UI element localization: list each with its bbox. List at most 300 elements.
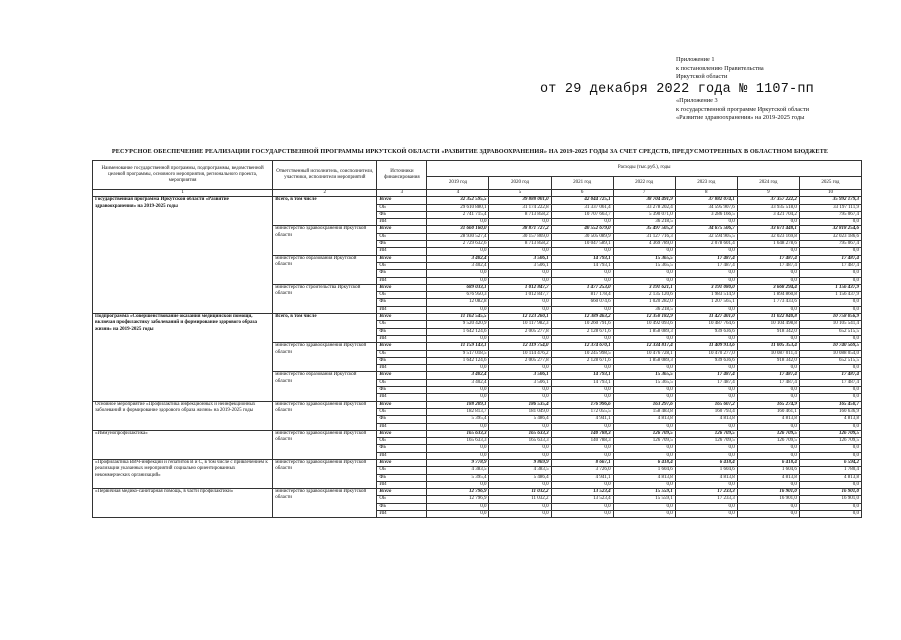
value-cell: 0,0 xyxy=(675,306,737,313)
value-cell: 1 642 124,6 xyxy=(427,357,489,364)
column-index: 8 xyxy=(675,190,737,197)
source-cell: ОБ xyxy=(377,350,427,357)
column-index: 3 xyxy=(377,190,427,197)
value-cell: 0,0 xyxy=(675,387,737,394)
value-cell: 0,0 xyxy=(675,277,737,284)
value-cell: 160 793,4 xyxy=(675,408,737,415)
value-cell: 34 675 506,7 xyxy=(675,226,737,233)
value-cell: 0,0 xyxy=(613,387,675,394)
value-cell: 17 487,4 xyxy=(737,262,799,269)
value-cell: 10 047 589,1 xyxy=(551,241,613,248)
value-cell: 10 476 728,1 xyxy=(613,350,675,357)
executor-cell: Всего, в том числе xyxy=(273,197,377,226)
source-cell: Всего xyxy=(377,314,427,321)
value-cell: 0,0 xyxy=(427,445,489,452)
appendix-line: к постановлению Правительства xyxy=(676,64,764,72)
value-cell: 37 357 222,2 xyxy=(737,197,799,204)
value-cell: 0,0 xyxy=(489,270,551,277)
value-cell: 126 709,5 xyxy=(799,430,861,437)
decree-stamp: от 29 декабря 2022 года № 1107-пп xyxy=(540,82,814,97)
value-cell: 30 505 089,9 xyxy=(551,233,613,240)
value-cell: 1 604,6 xyxy=(737,467,799,474)
value-cell: 42 044 725,1 xyxy=(551,197,613,204)
value-cell: 12 082,8 xyxy=(427,299,489,306)
value-cell: 0,0 xyxy=(737,423,799,430)
executor-cell: министерство строительства Иркутской области xyxy=(273,284,377,313)
value-cell: 0,0 xyxy=(489,445,551,452)
value-cell: 4 941,1 xyxy=(551,416,613,423)
value-cell: 14 793,1 xyxy=(551,372,613,379)
header-program-name: Наименование государственной программы, подпрограммы, ведомственной целевой программы, основного мероприятия, регионального проекта, мероприятия xyxy=(93,161,273,190)
value-cell: 689 033,1 xyxy=(427,284,489,291)
value-cell: 3 726,0 xyxy=(551,467,613,474)
value-cell: 0,0 xyxy=(737,511,799,518)
value-cell: 0,0 xyxy=(427,452,489,459)
source-cell: ИИ xyxy=(377,277,427,284)
executor-cell: министерство здравоохранения Иркутской области xyxy=(273,489,377,518)
value-cell: 1 858 089,3 xyxy=(613,357,675,364)
value-cell: 36 218,5 xyxy=(613,306,675,313)
value-cell: 0,0 xyxy=(799,423,861,430)
value-cell: 0,0 xyxy=(675,219,737,226)
value-cell: 4 941,1 xyxy=(551,474,613,481)
source-cell: Всего xyxy=(377,284,427,291)
value-cell: 126 709,5 xyxy=(675,438,737,445)
value-cell: 0,0 xyxy=(737,277,799,284)
value-cell: 11 032,2 xyxy=(489,496,551,503)
value-cell: 3 668 294,4 xyxy=(737,284,799,291)
value-cell: 0,0 xyxy=(489,219,551,226)
value-cell: 17 487,4 xyxy=(675,255,737,262)
value-cell: 165 633,3 xyxy=(489,438,551,445)
value-cell: 0,0 xyxy=(427,511,489,518)
value-cell: 0,0 xyxy=(427,306,489,313)
value-cell: 12 389 463,2 xyxy=(551,314,613,321)
value-cell: 11 005 353,4 xyxy=(737,343,799,350)
value-cell: 126 709,5 xyxy=(675,430,737,437)
value-cell: 0,0 xyxy=(427,503,489,510)
value-cell: 918 342,0 xyxy=(737,357,799,364)
executor-cell: министерство здравоохранения Иркутской области xyxy=(273,459,377,488)
value-cell: 0,0 xyxy=(799,511,861,518)
table-row xyxy=(93,197,862,204)
value-cell: 10 088 054,0 xyxy=(799,350,861,357)
value-cell: 126 709,5 xyxy=(613,430,675,437)
value-cell: 14 793,1 xyxy=(551,379,613,386)
value-cell: 0,0 xyxy=(737,394,799,401)
value-cell: 0,0 xyxy=(799,452,861,459)
value-cell: 126 709,5 xyxy=(613,438,675,445)
value-cell: 0,0 xyxy=(613,452,675,459)
value-cell: 0,0 xyxy=(489,503,551,510)
value-cell: 15 365,5 xyxy=(613,379,675,386)
value-cell: 16 901,0 xyxy=(799,496,861,503)
source-cell: ФБ xyxy=(377,299,427,306)
value-cell: 12 796,9 xyxy=(427,496,489,503)
source-cell: Всего xyxy=(377,343,427,350)
column-index: 5 xyxy=(489,190,551,197)
value-cell: 0,0 xyxy=(675,270,737,277)
value-cell: 676 950,3 xyxy=(427,292,489,299)
value-cell: 0,0 xyxy=(551,481,613,488)
value-cell: 11 032,2 xyxy=(489,489,551,496)
source-cell: ИИ xyxy=(377,452,427,459)
source-cell: ОБ xyxy=(377,321,427,328)
value-cell: 12 796,9 xyxy=(427,489,489,496)
value-cell: 10 470 277,0 xyxy=(675,350,737,357)
value-cell: 9 869,9 xyxy=(489,459,551,466)
header-year: 2023 год xyxy=(675,176,737,189)
value-cell: 17 487,4 xyxy=(675,379,737,386)
value-cell: 36 218,5 xyxy=(613,219,675,226)
value-cell: 0,0 xyxy=(489,335,551,342)
value-cell: 3 191 621,1 xyxy=(613,284,675,291)
value-cell: 0,0 xyxy=(737,481,799,488)
value-cell: 188 209,1 xyxy=(427,401,489,408)
value-cell: 3 402,4 xyxy=(427,262,489,269)
value-cell: 8 713 858,2 xyxy=(489,211,551,218)
value-cell: 0,0 xyxy=(551,394,613,401)
appendix-subheader xyxy=(676,97,809,123)
source-cell: ФБ xyxy=(377,445,427,452)
value-cell: 918 342,0 xyxy=(737,328,799,335)
value-cell: 4 813,8 xyxy=(675,474,737,481)
value-cell: 10 758 056,9 xyxy=(799,314,861,321)
value-cell: 0,0 xyxy=(675,248,737,255)
value-cell: 165 607,2 xyxy=(675,401,737,408)
value-cell: 17 487,4 xyxy=(737,255,799,262)
value-cell: 0,0 xyxy=(489,511,551,518)
source-cell: Всего xyxy=(377,372,427,379)
value-cell: 140 788,3 xyxy=(551,438,613,445)
value-cell: 39 888 001,0 xyxy=(489,197,551,204)
value-cell: 0,0 xyxy=(675,452,737,459)
value-cell: 652 515,5 xyxy=(799,357,861,364)
table-row xyxy=(93,430,862,437)
source-cell: ИИ xyxy=(377,306,427,313)
value-cell: 4 813,8 xyxy=(799,416,861,423)
value-cell: 795 067,4 xyxy=(799,241,861,248)
header-year: 2025 год xyxy=(799,176,861,189)
value-cell: 12 350 182,9 xyxy=(613,314,675,321)
value-cell: 0,0 xyxy=(737,445,799,452)
value-cell: 10 707 663,7 xyxy=(551,211,613,218)
source-cell: Всего xyxy=(377,197,427,204)
executor-cell: министерство здравоохранения Иркутской области xyxy=(273,401,377,430)
value-cell: 165 633,3 xyxy=(427,430,489,437)
value-cell: 5 390 071,0 xyxy=(613,211,675,218)
source-cell: ИИ xyxy=(377,394,427,401)
value-cell: 0,0 xyxy=(737,248,799,255)
value-cell: 2 005 277,8 xyxy=(489,357,551,364)
value-cell: 28 930 527,4 xyxy=(427,233,489,240)
value-cell: 0,0 xyxy=(613,445,675,452)
source-cell: ОБ xyxy=(377,438,427,445)
value-cell: 1 773 433,6 xyxy=(737,299,799,306)
source-cell: ОБ xyxy=(377,379,427,386)
value-cell: 0,0 xyxy=(613,394,675,401)
source-cell: ОБ xyxy=(377,262,427,269)
column-index: 10 xyxy=(799,190,861,197)
value-cell: 0,0 xyxy=(427,277,489,284)
value-cell: 0,0 xyxy=(675,481,737,488)
source-cell: ОБ xyxy=(377,408,427,415)
source-cell: ФБ xyxy=(377,416,427,423)
value-cell: 2 741 715,4 xyxy=(427,211,489,218)
value-cell: 35 992 179,3 xyxy=(799,197,861,204)
value-cell: 0,0 xyxy=(551,445,613,452)
value-cell: 10 740 569,5 xyxy=(799,343,861,350)
value-cell: 11 427 401,0 xyxy=(675,314,737,321)
value-cell: 0,0 xyxy=(551,387,613,394)
value-cell: 182 813,7 xyxy=(427,408,489,415)
value-cell: 13 523,4 xyxy=(551,496,613,503)
value-cell: 172 055,5 xyxy=(551,408,613,415)
value-cell: 1 894 860,8 xyxy=(737,292,799,299)
value-cell: 0,0 xyxy=(489,481,551,488)
source-cell: Всего xyxy=(377,226,427,233)
value-cell: 165 633,3 xyxy=(427,438,489,445)
header-year: 2020 год xyxy=(489,176,551,189)
value-cell: 17 487,4 xyxy=(675,372,737,379)
value-cell: 1 780,4 xyxy=(799,467,861,474)
value-cell: 1 156 437,9 xyxy=(799,284,861,291)
value-cell: 2 128 671,6 xyxy=(551,357,613,364)
value-cell: 0,0 xyxy=(737,335,799,342)
value-cell: 29 610 880,1 xyxy=(427,204,489,211)
value-cell: 0,0 xyxy=(799,394,861,401)
value-cell: 163 297,6 xyxy=(613,401,675,408)
value-cell: 5 395,4 xyxy=(427,474,489,481)
appendix-line: «Приложение 3 xyxy=(676,97,718,104)
value-cell: 652 515,5 xyxy=(799,328,861,335)
value-cell: 15 365,5 xyxy=(613,255,675,262)
value-cell: 3 402,4 xyxy=(427,372,489,379)
value-cell: 0,0 xyxy=(613,511,675,518)
value-cell: 33 278 202,4 xyxy=(613,204,675,211)
value-cell: 126 709,5 xyxy=(737,430,799,437)
value-cell: 0,0 xyxy=(551,452,613,459)
value-cell: 15 365,5 xyxy=(613,262,675,269)
value-cell: 0,0 xyxy=(799,277,861,284)
executor-cell: министерство образования Иркутской области xyxy=(273,255,377,284)
value-cell: 0,0 xyxy=(675,511,737,518)
value-cell: 660 074,6 xyxy=(551,299,613,306)
value-cell: 0,0 xyxy=(427,335,489,342)
value-cell: 939 636,6 xyxy=(675,328,737,335)
value-cell: 2 005 277,8 xyxy=(489,328,551,335)
value-cell: 12 374 670,1 xyxy=(551,343,613,350)
source-cell: ИИ xyxy=(377,219,427,226)
value-cell: 8 713 858,2 xyxy=(489,241,551,248)
value-cell: 37 882 074,1 xyxy=(675,197,737,204)
value-cell: 5 486,4 xyxy=(489,416,551,423)
value-cell: 17 233,3 xyxy=(675,496,737,503)
value-cell: 15 365,5 xyxy=(613,372,675,379)
value-cell: 0,0 xyxy=(427,481,489,488)
value-cell: 9 520 420,9 xyxy=(427,321,489,328)
value-cell: 2 128 671,6 xyxy=(551,328,613,335)
value-cell: 158 483,8 xyxy=(613,408,675,415)
value-cell: 17 487,4 xyxy=(799,262,861,269)
value-cell: 3 506,1 xyxy=(489,372,551,379)
value-cell: 0,0 xyxy=(675,335,737,342)
value-cell: 33 935 518,0 xyxy=(737,204,799,211)
column-index: 1 xyxy=(93,190,273,197)
value-cell: 0,0 xyxy=(799,306,861,313)
source-cell: Всего xyxy=(377,401,427,408)
value-cell: 0,0 xyxy=(551,306,613,313)
value-cell: 32 023 169,8 xyxy=(737,233,799,240)
header-year: 2019 год xyxy=(427,176,489,189)
value-cell: 0,0 xyxy=(675,394,737,401)
value-cell: 12 119 754,0 xyxy=(489,343,551,350)
executor-cell: министерство здравоохранения Иркутской области xyxy=(273,343,377,372)
value-cell: 3 191 080,0 xyxy=(675,284,737,291)
source-cell: Всего xyxy=(377,489,427,496)
table-row xyxy=(93,459,862,466)
value-cell: 0,0 xyxy=(799,248,861,255)
value-cell: 32 352 595,5 xyxy=(427,197,489,204)
value-cell: 3 402,4 xyxy=(427,379,489,386)
program-name-cell: «Иммунопрофилактика» xyxy=(93,430,273,459)
value-cell: 10 114 476,2 xyxy=(489,350,551,357)
value-cell: 0,0 xyxy=(551,503,613,510)
value-cell: 17 487,4 xyxy=(799,372,861,379)
executor-cell: министерство образования Иркутской области xyxy=(273,372,377,401)
source-cell: ОБ xyxy=(377,496,427,503)
value-cell: 0,0 xyxy=(427,219,489,226)
value-cell: 0,0 xyxy=(489,277,551,284)
value-cell: 2 135 120,6 xyxy=(613,292,675,299)
table-row xyxy=(93,489,862,496)
program-name-cell: «Первичная медико-санитарная помощь, в части профилактики» xyxy=(93,489,273,518)
value-cell: 0,0 xyxy=(551,277,613,284)
source-cell: ФБ xyxy=(377,474,427,481)
value-cell: 0,0 xyxy=(675,423,737,430)
program-name-cell: Основное мероприятие «Профилактика инфекционных и неинфекционных заболеваний и формирование здорового образа жизни» на 2019-2025 годы xyxy=(93,401,273,430)
source-cell: ИИ xyxy=(377,481,427,488)
column-index: 2 xyxy=(273,190,377,197)
value-cell: 31 127 716,3 xyxy=(613,233,675,240)
value-cell: 6 418,4 xyxy=(737,459,799,466)
value-cell: 33 197 111,9 xyxy=(799,204,861,211)
value-cell: 1 012 847,7 xyxy=(489,292,551,299)
source-cell: ИИ xyxy=(377,335,427,342)
value-cell: 126 709,5 xyxy=(799,438,861,445)
value-cell: 0,0 xyxy=(737,365,799,372)
source-cell: ФБ xyxy=(377,387,427,394)
appendix-line: «Развитие здравоохранения» на 2019-2025 годы xyxy=(676,114,805,122)
value-cell: 10 492 093,6 xyxy=(613,321,675,328)
column-index: 7 xyxy=(613,190,675,197)
appendix-header xyxy=(676,56,764,82)
value-cell: 11 159 143,1 xyxy=(427,343,489,350)
source-cell: ФБ xyxy=(377,211,427,218)
value-cell: 1 604,6 xyxy=(675,467,737,474)
value-cell: 0,0 xyxy=(427,394,489,401)
value-cell: 6 594,2 xyxy=(799,459,861,466)
value-cell: 4 813,8 xyxy=(613,416,675,423)
value-cell: 3 506,1 xyxy=(489,262,551,269)
source-cell: ОБ xyxy=(377,467,427,474)
value-cell: 3 506,1 xyxy=(489,255,551,262)
program-name-cell: Подпрограмма «Совершенствование оказания медицинской помощи, включая профилактику заболеваний и формирование здорового образа жизни» на 2019-2025 годы xyxy=(93,314,273,402)
value-cell: 4 813,8 xyxy=(737,416,799,423)
value-cell: 5 395,4 xyxy=(427,416,489,423)
value-cell: 16 901,0 xyxy=(799,489,861,496)
value-cell: 4 383,5 xyxy=(489,467,551,474)
value-cell: 35 497 505,3 xyxy=(613,226,675,233)
value-cell: 16 901,0 xyxy=(737,489,799,496)
value-cell: 0,0 xyxy=(551,219,613,226)
source-cell: ФБ xyxy=(377,503,427,510)
value-cell: 0,0 xyxy=(799,219,861,226)
value-cell: 10 104 498,8 xyxy=(737,321,799,328)
value-cell: 8 667,1 xyxy=(551,459,613,466)
value-cell: 1 156 437,9 xyxy=(799,292,861,299)
value-cell: 0,0 xyxy=(799,445,861,452)
value-cell: 1 477 253,0 xyxy=(551,284,613,291)
value-cell: 17 487,4 xyxy=(737,372,799,379)
value-cell: 17 233,3 xyxy=(675,489,737,496)
value-cell: 6 418,4 xyxy=(675,459,737,466)
header-year: 2024 год xyxy=(737,176,799,189)
value-cell: 0,0 xyxy=(613,503,675,510)
value-cell: 31 174 222,8 xyxy=(489,204,551,211)
value-cell: 0,0 xyxy=(427,365,489,372)
value-cell: 16 901,0 xyxy=(737,496,799,503)
source-cell: ОБ xyxy=(377,233,427,240)
value-cell: 4 383,5 xyxy=(427,467,489,474)
value-cell: 0,0 xyxy=(613,423,675,430)
value-cell: 4 813,8 xyxy=(675,416,737,423)
value-cell: 38 871 727,2 xyxy=(489,226,551,233)
value-cell: 13 523,4 xyxy=(551,489,613,496)
source-cell: ФБ xyxy=(377,270,427,277)
value-cell: 0,0 xyxy=(489,387,551,394)
header-executor: Ответственный исполнитель, соисполнители, участники, исполнители мероприятий xyxy=(273,161,377,190)
value-cell: 165 274,9 xyxy=(737,401,799,408)
value-cell: 0,0 xyxy=(799,387,861,394)
value-cell: 17 487,4 xyxy=(675,262,737,269)
value-cell: 12 123 260,1 xyxy=(489,314,551,321)
value-cell: 9 778,9 xyxy=(427,459,489,466)
value-cell: 38 704 491,9 xyxy=(613,197,675,204)
value-cell: 0,0 xyxy=(489,365,551,372)
value-cell: 17 487,4 xyxy=(737,379,799,386)
source-cell: Всего xyxy=(377,430,427,437)
source-cell: ОБ xyxy=(377,292,427,299)
value-cell: 0,0 xyxy=(613,335,675,342)
value-cell: 0,0 xyxy=(427,270,489,277)
value-cell: 160 636,9 xyxy=(799,408,861,415)
value-cell: 0,0 xyxy=(799,481,861,488)
appendix-line: к государственной программе Иркутской области xyxy=(676,105,809,113)
value-cell: 1 604,6 xyxy=(613,467,675,474)
source-cell: ИИ xyxy=(377,248,427,255)
value-cell: 0,0 xyxy=(737,503,799,510)
executor-cell: министерство здравоохранения Иркутской области xyxy=(273,430,377,459)
value-cell: 0,0 xyxy=(613,481,675,488)
value-cell: 0,0 xyxy=(489,306,551,313)
value-cell: 32 818 254,6 xyxy=(799,226,861,233)
source-cell: Всего xyxy=(377,255,427,262)
column-index: 9 xyxy=(737,190,799,197)
column-index: 6 xyxy=(551,190,613,197)
value-cell: 0,0 xyxy=(737,306,799,313)
value-cell: 3 286 166,5 xyxy=(675,211,737,218)
